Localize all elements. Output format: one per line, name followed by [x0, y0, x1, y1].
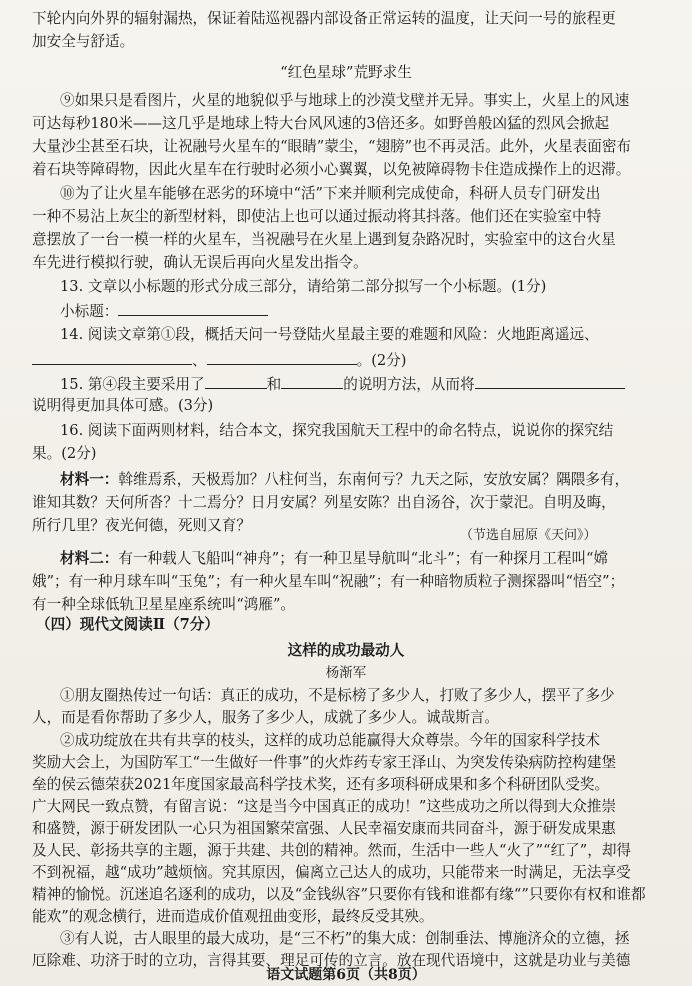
article-author: 杨渐军: [325, 665, 367, 681]
material-2-label: 材料二：: [60, 550, 119, 567]
paragraph-9-line: 可达每秒180米——这几乎是地球上特大台风风速的3倍还多。如野兽般凶猛的烈风会掀起: [32, 115, 610, 132]
material-2-line: 有一种全球低轨卫星星座系统叫“鸿雁”。: [32, 596, 296, 613]
question-15-line: 说明得更加具体可感。(3分): [32, 397, 214, 414]
question-15: 15. 第④段主要采用了 和 的说明方法，从而将: [60, 372, 666, 396]
material-1-line: 材料一：斡维焉系，天极焉加？八柱何当，东南何亏？九天之际，安放安属？隅隈多有，: [60, 471, 630, 488]
article-paragraph-2-line: 奖励大会上，为国防军工“一生做好一件事”的火炸药专家王泽山、为突发传染病防控构建堡: [32, 754, 617, 771]
article-paragraph-3-line: 厄除难、功济于时的立功，言得其要、理足可传的立言。放在现代语境中，这就是功业与美德: [32, 952, 631, 969]
text-line: 加安全与舒适。: [32, 33, 135, 50]
question-14-answer-line: 、 。(2分): [32, 348, 666, 372]
question-16: 16. 阅读下面两则材料，结合本文，探究我国航天工程中的命名特点，说说你的探究结: [60, 422, 614, 439]
text-line: 下轮内向外界的辐射漏热，保证着陆巡视器内部设备正常运转的温度，让天问一号的旅程更: [32, 10, 616, 27]
question-14: 14. 阅读文章第①段，概括天问一号登陆火星最主要的难题和风险：火地距离遥远、: [60, 326, 599, 343]
paragraph-9-line: ⑨如果只是看图片，火星的地貌似乎与地球上的沙漠戈壁并无异。事实上，火星上的风速: [60, 92, 630, 109]
article-paragraph-2-line: 广大网民一致点赞，有留言说：“这是当今中国真正的成功！”这些成功之所以得到大众推崇: [32, 798, 617, 815]
answer-blank[interactable]: [32, 348, 192, 365]
article-paragraph-2-line: 精神的愉悦。沉迷追名逐利的成功，以及“金钱纵容”只要你有钱和谁都有缘“”只要你有权和谁都: [32, 886, 646, 903]
paragraph-10-line: ⑩为了让火星车能够在恶劣的环境中“活”下来并顺利完成使命，科研人员专门研发出: [60, 185, 601, 202]
paragraph-10-line: 意摆放了一台一模一样的火星车，当祝融号在火星上遇到复杂路况时，实验室中的这台火星: [32, 231, 616, 248]
subtitle-label: 小标题：: [60, 303, 119, 320]
section-subheading: “红色星球”荒野求生: [280, 64, 412, 81]
question-16-line: 果。(2分): [32, 445, 97, 462]
answer-blank[interactable]: [281, 372, 343, 389]
material-1-label: 材料一：: [60, 471, 119, 488]
article-paragraph-1-line: 人，而是看你帮助了多少人，服务了多少人，成就了多少人。诚哉斯言。: [32, 709, 500, 726]
paragraph-9-line: 着石块等障碍物，因此火星车在行驶时必须小心翼翼，以免被障碍物卡住造成操作上的迟滞。: [32, 161, 631, 178]
answer-blank[interactable]: [475, 372, 625, 389]
article-paragraph-3-line: ③有人说，古人眼里的最大成功，是“三不朽”的集大成：创制垂法、博施济众的立德，拯: [60, 930, 630, 947]
article-title: 这样的成功最动人: [287, 642, 405, 659]
material-2-line: 材料二：有一种载人飞船叫“神舟”；有一种卫星导航叫“北斗”；有一种探月工程叫“嫦: [60, 550, 609, 567]
article-paragraph-2-line: 及人民、彰扬共享的主题，源于共建、共创的精神。然而，生活中一些人“火了”“红了”，却得: [32, 842, 632, 859]
material-1-line: 所行几里？夜光何德，死则又育？: [32, 517, 251, 534]
material-2-line: 娥”；有一种月球车叫“玉兔”；有一种火星车叫“祝融”；有一种暗物质粒子测探器叫“悟空”；: [32, 573, 625, 590]
article-paragraph-2-line: ②成功绽放在共有共享的枝头，这样的成功总能赢得大众尊崇。今年的国家科学技术: [60, 732, 600, 749]
material-1-source: （节选自屈原《天问》）: [460, 528, 597, 543]
material-1-line: 谁知其数？天何所沓？十二焉分？日月安属？列星安陈？出自汤谷，次于蒙汜。自明及晦，: [32, 494, 616, 511]
article-paragraph-2-line: 能欢”的观念横行，进而造成价值观扭曲变形，最终反受其殃。: [32, 908, 434, 925]
article-paragraph-2-line: 垒的侯云德荣获2021年度国家最高科学技术奖，还有多项科研成果和多个科研团队受奖。: [32, 776, 610, 793]
paragraph-9-line: 大量沙尘甚至石块，让祝融号火星车的“眼睛”蒙尘，“翅膀”也不再灵活。此外，火星表面密布: [32, 138, 632, 155]
answer-blank[interactable]: [118, 299, 268, 316]
question-13-answer-line: [60, 299, 666, 323]
article-paragraph-1-line: ①朋友圈热传过一句话：真正的成功，不是标榜了多少人，打败了多少人，摆平了多少: [60, 687, 615, 704]
section-heading: （四）现代文阅读Ⅱ（7分）: [36, 616, 219, 633]
answer-blank[interactable]: [207, 348, 357, 365]
article-paragraph-2-line: 和盛赞，源于研发团队一心只为祖国繁荣富强、人民幸福安康而共同奋斗，源于研发成果惠: [32, 820, 616, 837]
page-footer: 语文试题第6页（共8页）: [266, 967, 426, 983]
question-13: 13. 文章以小标题的形式分成三部分，请给第二部分拟写一个小标题。(1分): [60, 278, 547, 295]
paragraph-10-line: 车先进行模拟行驶，确认无误后再向火星发出指令。: [32, 254, 368, 271]
answer-blank[interactable]: [205, 372, 267, 389]
article-paragraph-2-line: 不到祝福，越“成功”越烦恼。究其原因，偏离立己达人的成功，只能带来一时满足，无法享受: [32, 864, 631, 881]
paragraph-10-line: 一种不易沾上灰尘的新型材料，即使沾上也可以通过振动将其抖落。他们还在实验室中特: [32, 208, 602, 225]
